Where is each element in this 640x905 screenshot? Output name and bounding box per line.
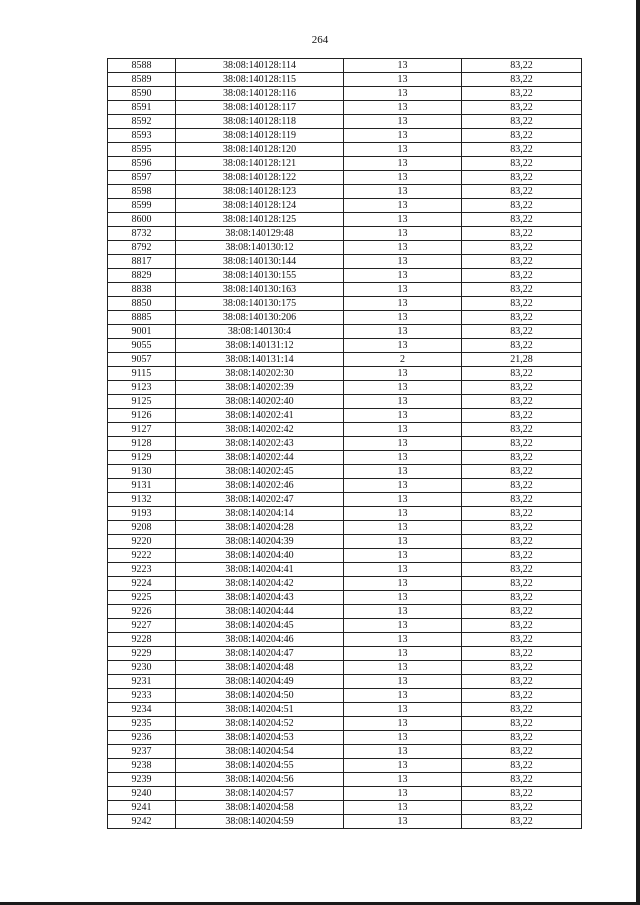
cadastral-number-cell: 38:08:140130:206 xyxy=(176,311,344,325)
row-number-cell: 9228 xyxy=(108,633,176,647)
count-cell: 13 xyxy=(344,507,462,521)
area-cell: 83,22 xyxy=(462,717,582,731)
cadastral-number-cell: 38:08:140202:45 xyxy=(176,465,344,479)
table-row xyxy=(108,395,582,409)
cadastral-number-cell: 38:08:140128:114 xyxy=(176,59,344,73)
count-cell: 13 xyxy=(344,745,462,759)
count-cell: 13 xyxy=(344,535,462,549)
area-cell: 83,22 xyxy=(462,227,582,241)
cadastral-number-cell: 38:08:140204:45 xyxy=(176,619,344,633)
area-cell: 83,22 xyxy=(462,689,582,703)
table-row xyxy=(108,605,582,619)
row-number-cell: 9241 xyxy=(108,801,176,815)
cadastral-number-cell: 38:08:140204:55 xyxy=(176,759,344,773)
count-cell: 13 xyxy=(344,59,462,73)
count-cell: 13 xyxy=(344,689,462,703)
count-cell: 13 xyxy=(344,311,462,325)
table-row xyxy=(108,409,582,423)
count-cell: 13 xyxy=(344,675,462,689)
cadastral-number-cell: 38:08:140128:120 xyxy=(176,143,344,157)
row-number-cell: 8732 xyxy=(108,227,176,241)
row-number-cell: 8850 xyxy=(108,297,176,311)
area-cell: 83,22 xyxy=(462,185,582,199)
count-cell: 13 xyxy=(344,409,462,423)
row-number-cell: 8592 xyxy=(108,115,176,129)
cadastral-number-cell: 38:08:140128:116 xyxy=(176,87,344,101)
table-row xyxy=(108,255,582,269)
area-cell: 83,22 xyxy=(462,577,582,591)
table-row xyxy=(108,101,582,115)
table-row xyxy=(108,241,582,255)
parcel-table xyxy=(107,58,582,829)
count-cell: 13 xyxy=(344,325,462,339)
table-row xyxy=(108,661,582,675)
table-row xyxy=(108,465,582,479)
count-cell: 13 xyxy=(344,759,462,773)
table-row xyxy=(108,325,582,339)
area-cell: 83,22 xyxy=(462,563,582,577)
row-number-cell: 9230 xyxy=(108,661,176,675)
row-number-cell: 9229 xyxy=(108,647,176,661)
area-cell: 83,22 xyxy=(462,465,582,479)
table-row xyxy=(108,199,582,213)
area-cell: 83,22 xyxy=(462,479,582,493)
cadastral-number-cell: 38:08:140204:44 xyxy=(176,605,344,619)
row-number-cell: 9240 xyxy=(108,787,176,801)
parcel-table-body xyxy=(108,59,582,829)
count-cell: 13 xyxy=(344,157,462,171)
cadastral-number-cell: 38:08:140202:39 xyxy=(176,381,344,395)
count-cell: 13 xyxy=(344,577,462,591)
table-row xyxy=(108,157,582,171)
area-cell: 83,22 xyxy=(462,213,582,227)
row-number-cell: 9127 xyxy=(108,423,176,437)
table-row xyxy=(108,73,582,87)
row-number-cell: 9208 xyxy=(108,521,176,535)
row-number-cell: 8829 xyxy=(108,269,176,283)
count-cell: 2 xyxy=(344,353,462,367)
count-cell: 13 xyxy=(344,101,462,115)
table-row xyxy=(108,311,582,325)
count-cell: 13 xyxy=(344,73,462,87)
table-row xyxy=(108,87,582,101)
count-cell: 13 xyxy=(344,241,462,255)
cadastral-number-cell: 38:08:140202:42 xyxy=(176,423,344,437)
count-cell: 13 xyxy=(344,255,462,269)
area-cell: 83,22 xyxy=(462,759,582,773)
cadastral-number-cell: 38:08:140128:121 xyxy=(176,157,344,171)
row-number-cell: 8600 xyxy=(108,213,176,227)
row-number-cell: 9227 xyxy=(108,619,176,633)
area-cell: 83,22 xyxy=(462,619,582,633)
cadastral-number-cell: 38:08:140130:175 xyxy=(176,297,344,311)
area-cell: 83,22 xyxy=(462,507,582,521)
area-cell: 83,22 xyxy=(462,591,582,605)
scan-edge-right xyxy=(636,0,640,905)
count-cell: 13 xyxy=(344,717,462,731)
cadastral-number-cell: 38:08:140204:43 xyxy=(176,591,344,605)
area-cell: 83,22 xyxy=(462,773,582,787)
count-cell: 13 xyxy=(344,199,462,213)
row-number-cell: 9231 xyxy=(108,675,176,689)
cadastral-number-cell: 38:08:140202:41 xyxy=(176,409,344,423)
table-row xyxy=(108,815,582,829)
table-row xyxy=(108,577,582,591)
area-cell: 83,22 xyxy=(462,297,582,311)
cadastral-number-cell: 38:08:140204:40 xyxy=(176,549,344,563)
row-number-cell: 9115 xyxy=(108,367,176,381)
table-row xyxy=(108,563,582,577)
area-cell: 83,22 xyxy=(462,59,582,73)
area-cell: 83,22 xyxy=(462,311,582,325)
row-number-cell: 9234 xyxy=(108,703,176,717)
cadastral-number-cell: 38:08:140128:115 xyxy=(176,73,344,87)
cadastral-number-cell: 38:08:140129:48 xyxy=(176,227,344,241)
cadastral-number-cell: 38:08:140130:144 xyxy=(176,255,344,269)
row-number-cell: 9222 xyxy=(108,549,176,563)
area-cell: 83,22 xyxy=(462,535,582,549)
row-number-cell: 9233 xyxy=(108,689,176,703)
area-cell: 83,22 xyxy=(462,451,582,465)
cadastral-number-cell: 38:08:140202:47 xyxy=(176,493,344,507)
row-number-cell: 9226 xyxy=(108,605,176,619)
row-number-cell: 8588 xyxy=(108,59,176,73)
cadastral-number-cell: 38:08:140128:117 xyxy=(176,101,344,115)
table-row xyxy=(108,353,582,367)
cadastral-number-cell: 38:08:140202:44 xyxy=(176,451,344,465)
row-number-cell: 8838 xyxy=(108,283,176,297)
area-cell: 83,22 xyxy=(462,801,582,815)
count-cell: 13 xyxy=(344,381,462,395)
count-cell: 13 xyxy=(344,731,462,745)
cadastral-number-cell: 38:08:140131:14 xyxy=(176,353,344,367)
area-cell: 21,28 xyxy=(462,353,582,367)
area-cell: 83,22 xyxy=(462,647,582,661)
area-cell: 83,22 xyxy=(462,101,582,115)
cadastral-number-cell: 38:08:140204:49 xyxy=(176,675,344,689)
count-cell: 13 xyxy=(344,619,462,633)
cadastral-number-cell: 38:08:140204:58 xyxy=(176,801,344,815)
row-number-cell: 8597 xyxy=(108,171,176,185)
row-number-cell: 8599 xyxy=(108,199,176,213)
count-cell: 13 xyxy=(344,563,462,577)
row-number-cell: 9193 xyxy=(108,507,176,521)
count-cell: 13 xyxy=(344,227,462,241)
row-number-cell: 8885 xyxy=(108,311,176,325)
count-cell: 13 xyxy=(344,213,462,227)
row-number-cell: 9126 xyxy=(108,409,176,423)
cadastral-number-cell: 38:08:140204:42 xyxy=(176,577,344,591)
table-row xyxy=(108,675,582,689)
row-number-cell: 8595 xyxy=(108,143,176,157)
row-number-cell: 9132 xyxy=(108,493,176,507)
count-cell: 13 xyxy=(344,87,462,101)
count-cell: 13 xyxy=(344,395,462,409)
table-row xyxy=(108,745,582,759)
table-row xyxy=(108,493,582,507)
table-row xyxy=(108,801,582,815)
row-number-cell: 9225 xyxy=(108,591,176,605)
area-cell: 83,22 xyxy=(462,339,582,353)
row-number-cell: 9238 xyxy=(108,759,176,773)
cadastral-number-cell: 38:08:140202:43 xyxy=(176,437,344,451)
table-row xyxy=(108,521,582,535)
row-number-cell: 8598 xyxy=(108,185,176,199)
table-row xyxy=(108,129,582,143)
table-row xyxy=(108,591,582,605)
cadastral-number-cell: 38:08:140204:47 xyxy=(176,647,344,661)
count-cell: 13 xyxy=(344,549,462,563)
count-cell: 13 xyxy=(344,801,462,815)
page-number: 264 xyxy=(311,34,329,46)
table-row xyxy=(108,451,582,465)
row-number-cell: 8593 xyxy=(108,129,176,143)
cadastral-number-cell: 38:08:140130:12 xyxy=(176,241,344,255)
table-row xyxy=(108,143,582,157)
area-cell: 83,22 xyxy=(462,87,582,101)
count-cell: 13 xyxy=(344,115,462,129)
cadastral-number-cell: 38:08:140128:123 xyxy=(176,185,344,199)
row-number-cell: 9125 xyxy=(108,395,176,409)
cadastral-number-cell: 38:08:140204:48 xyxy=(176,661,344,675)
area-cell: 83,22 xyxy=(462,633,582,647)
cadastral-number-cell: 38:08:140204:28 xyxy=(176,521,344,535)
row-number-cell: 8596 xyxy=(108,157,176,171)
count-cell: 13 xyxy=(344,787,462,801)
table-row xyxy=(108,535,582,549)
count-cell: 13 xyxy=(344,773,462,787)
area-cell: 83,22 xyxy=(462,409,582,423)
row-number-cell: 9224 xyxy=(108,577,176,591)
cadastral-number-cell: 38:08:140130:155 xyxy=(176,269,344,283)
area-cell: 83,22 xyxy=(462,549,582,563)
cadastral-number-cell: 38:08:140204:52 xyxy=(176,717,344,731)
table-row xyxy=(108,213,582,227)
cadastral-number-cell: 38:08:140202:40 xyxy=(176,395,344,409)
count-cell: 13 xyxy=(344,703,462,717)
cadastral-number-cell: 38:08:140204:59 xyxy=(176,815,344,829)
cadastral-number-cell: 38:08:140130:4 xyxy=(176,325,344,339)
count-cell: 13 xyxy=(344,297,462,311)
table-row xyxy=(108,619,582,633)
row-number-cell: 9055 xyxy=(108,339,176,353)
area-cell: 83,22 xyxy=(462,241,582,255)
row-number-cell: 9223 xyxy=(108,563,176,577)
cadastral-number-cell: 38:08:140204:57 xyxy=(176,787,344,801)
cadastral-number-cell: 38:08:140204:14 xyxy=(176,507,344,521)
area-cell: 83,22 xyxy=(462,269,582,283)
count-cell: 13 xyxy=(344,437,462,451)
table-row xyxy=(108,185,582,199)
table-row xyxy=(108,759,582,773)
count-cell: 13 xyxy=(344,269,462,283)
count-cell: 13 xyxy=(344,143,462,157)
table-row xyxy=(108,787,582,801)
area-cell: 83,22 xyxy=(462,493,582,507)
area-cell: 83,22 xyxy=(462,815,582,829)
table-row xyxy=(108,367,582,381)
area-cell: 83,22 xyxy=(462,661,582,675)
row-number-cell: 8792 xyxy=(108,241,176,255)
table-row xyxy=(108,171,582,185)
table-row xyxy=(108,381,582,395)
row-number-cell: 8589 xyxy=(108,73,176,87)
table-row xyxy=(108,647,582,661)
table-row xyxy=(108,339,582,353)
table-row xyxy=(108,59,582,73)
row-number-cell: 9236 xyxy=(108,731,176,745)
table-row xyxy=(108,773,582,787)
row-number-cell: 9220 xyxy=(108,535,176,549)
row-number-cell: 9235 xyxy=(108,717,176,731)
table-row xyxy=(108,479,582,493)
count-cell: 13 xyxy=(344,465,462,479)
table-row xyxy=(108,227,582,241)
count-cell: 13 xyxy=(344,661,462,675)
row-number-cell: 9242 xyxy=(108,815,176,829)
row-number-cell: 9057 xyxy=(108,353,176,367)
count-cell: 13 xyxy=(344,129,462,143)
area-cell: 83,22 xyxy=(462,745,582,759)
table-row xyxy=(108,689,582,703)
cadastral-number-cell: 38:08:140131:12 xyxy=(176,339,344,353)
cadastral-number-cell: 38:08:140204:53 xyxy=(176,731,344,745)
row-number-cell: 8817 xyxy=(108,255,176,269)
table-row xyxy=(108,283,582,297)
cadastral-number-cell: 38:08:140204:50 xyxy=(176,689,344,703)
area-cell: 83,22 xyxy=(462,395,582,409)
count-cell: 13 xyxy=(344,367,462,381)
area-cell: 83,22 xyxy=(462,283,582,297)
count-cell: 13 xyxy=(344,605,462,619)
area-cell: 83,22 xyxy=(462,199,582,213)
table-row xyxy=(108,423,582,437)
area-cell: 83,22 xyxy=(462,437,582,451)
count-cell: 13 xyxy=(344,633,462,647)
area-cell: 83,22 xyxy=(462,521,582,535)
area-cell: 83,22 xyxy=(462,381,582,395)
area-cell: 83,22 xyxy=(462,143,582,157)
area-cell: 83,22 xyxy=(462,423,582,437)
area-cell: 83,22 xyxy=(462,73,582,87)
count-cell: 13 xyxy=(344,815,462,829)
count-cell: 13 xyxy=(344,521,462,535)
area-cell: 83,22 xyxy=(462,703,582,717)
table-row xyxy=(108,297,582,311)
cadastral-number-cell: 38:08:140202:30 xyxy=(176,367,344,381)
area-cell: 83,22 xyxy=(462,731,582,745)
row-number-cell: 8590 xyxy=(108,87,176,101)
row-number-cell: 9128 xyxy=(108,437,176,451)
table-row xyxy=(108,549,582,563)
table-row xyxy=(108,437,582,451)
row-number-cell: 9131 xyxy=(108,479,176,493)
cadastral-number-cell: 38:08:140128:118 xyxy=(176,115,344,129)
count-cell: 13 xyxy=(344,283,462,297)
area-cell: 83,22 xyxy=(462,675,582,689)
row-number-cell: 8591 xyxy=(108,101,176,115)
count-cell: 13 xyxy=(344,451,462,465)
table-row xyxy=(108,731,582,745)
count-cell: 13 xyxy=(344,647,462,661)
cadastral-number-cell: 38:08:140204:46 xyxy=(176,633,344,647)
area-cell: 83,22 xyxy=(462,367,582,381)
row-number-cell: 9129 xyxy=(108,451,176,465)
cadastral-number-cell: 38:08:140202:46 xyxy=(176,479,344,493)
cadastral-number-cell: 38:08:140128:122 xyxy=(176,171,344,185)
table-row xyxy=(108,269,582,283)
cadastral-number-cell: 38:08:140204:54 xyxy=(176,745,344,759)
table-row xyxy=(108,115,582,129)
count-cell: 13 xyxy=(344,339,462,353)
row-number-cell: 9239 xyxy=(108,773,176,787)
row-number-cell: 9237 xyxy=(108,745,176,759)
area-cell: 83,22 xyxy=(462,255,582,269)
cadastral-number-cell: 38:08:140204:41 xyxy=(176,563,344,577)
cadastral-number-cell: 38:08:140204:56 xyxy=(176,773,344,787)
area-cell: 83,22 xyxy=(462,605,582,619)
count-cell: 13 xyxy=(344,423,462,437)
count-cell: 13 xyxy=(344,171,462,185)
cadastral-number-cell: 38:08:140204:39 xyxy=(176,535,344,549)
cadastral-number-cell: 38:08:140128:125 xyxy=(176,213,344,227)
area-cell: 83,22 xyxy=(462,115,582,129)
cadastral-number-cell: 38:08:140130:163 xyxy=(176,283,344,297)
cadastral-number-cell: 38:08:140128:119 xyxy=(176,129,344,143)
count-cell: 13 xyxy=(344,185,462,199)
row-number-cell: 9001 xyxy=(108,325,176,339)
area-cell: 83,22 xyxy=(462,325,582,339)
count-cell: 13 xyxy=(344,591,462,605)
table-row xyxy=(108,633,582,647)
area-cell: 83,22 xyxy=(462,787,582,801)
cadastral-number-cell: 38:08:140128:124 xyxy=(176,199,344,213)
area-cell: 83,22 xyxy=(462,129,582,143)
row-number-cell: 9123 xyxy=(108,381,176,395)
count-cell: 13 xyxy=(344,493,462,507)
count-cell: 13 xyxy=(344,479,462,493)
cadastral-number-cell: 38:08:140204:51 xyxy=(176,703,344,717)
area-cell: 83,22 xyxy=(462,171,582,185)
table-row xyxy=(108,507,582,521)
table-row xyxy=(108,717,582,731)
table-row xyxy=(108,703,582,717)
area-cell: 83,22 xyxy=(462,157,582,171)
row-number-cell: 9130 xyxy=(108,465,176,479)
